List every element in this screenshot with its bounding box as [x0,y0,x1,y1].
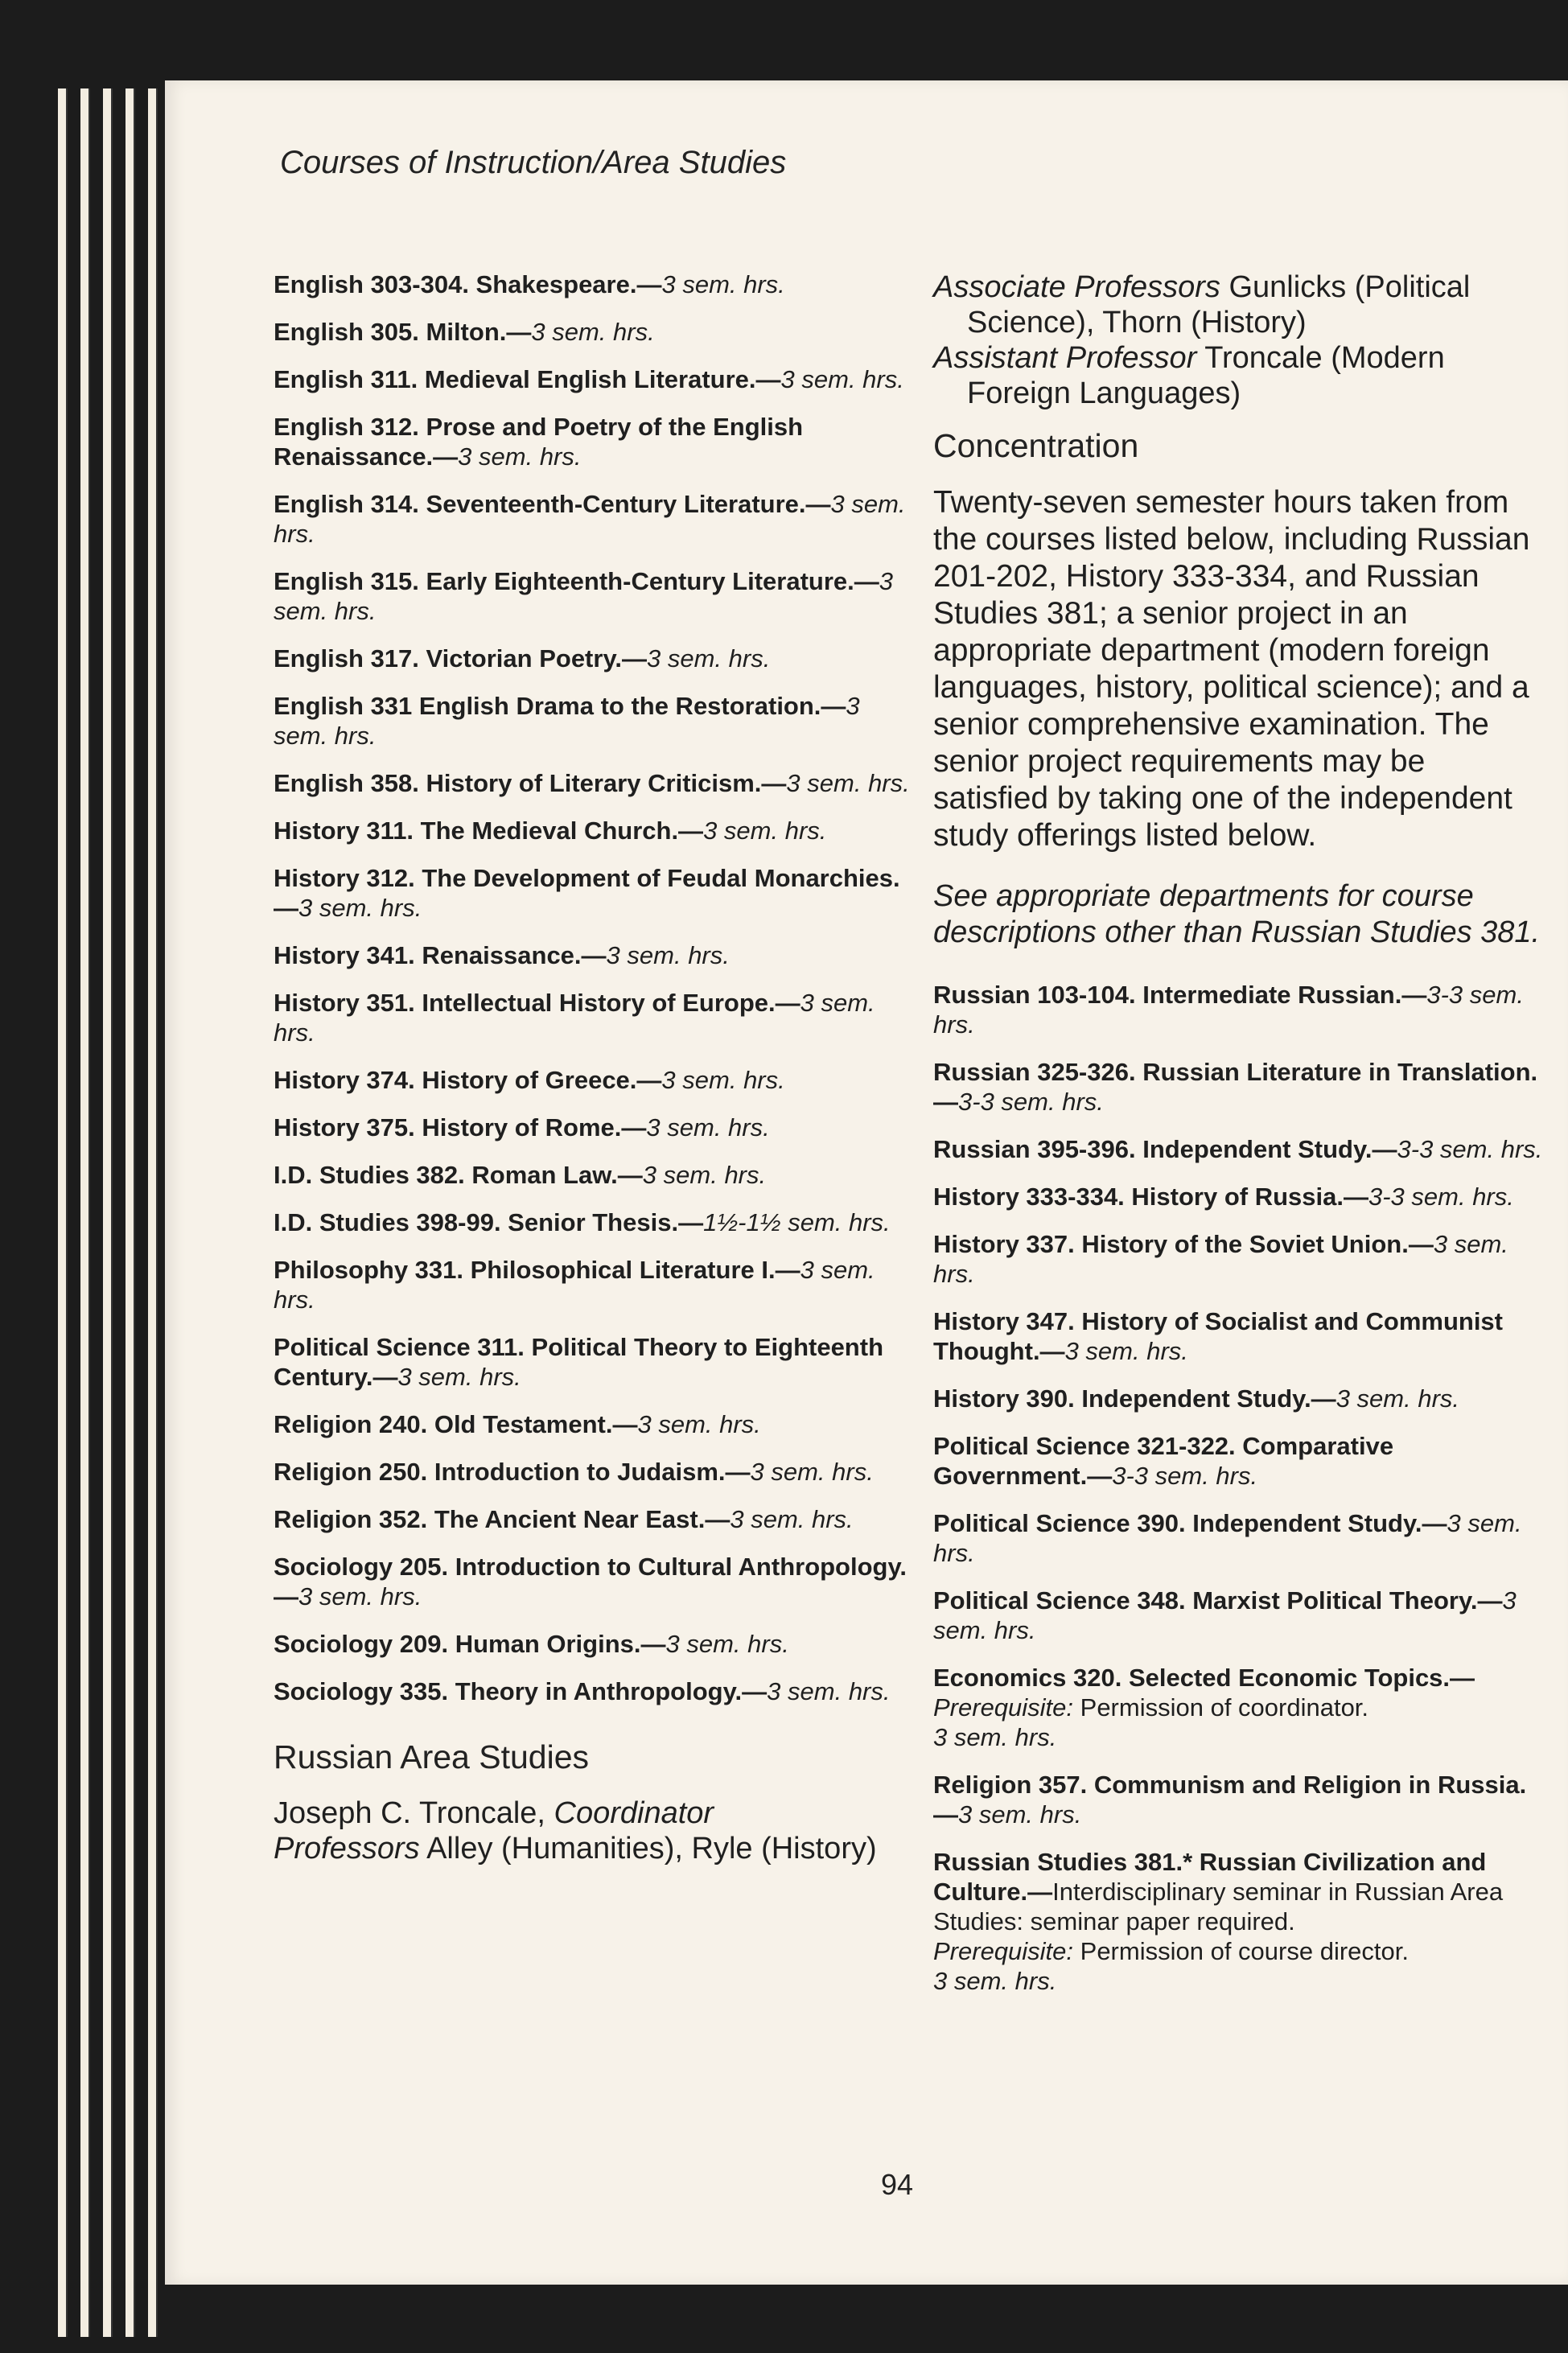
course-title: Political Science 348. Marxist Political Theory.— [933,1586,1503,1615]
course-hours: 3 sem. hrs. [298,894,422,922]
course-title: Russian Studies 381.* Russian Civilization and Culture.— [933,1848,1487,1906]
page-edge [58,88,68,2337]
course-entry [274,1504,917,1534]
course-hours: 3 sem. hrs. [933,1230,1508,1288]
course-title: English 312. Prose and Poetry of the English Renaissance.— [274,413,804,471]
course-title: Religion 240. Old Testament.— [274,1410,638,1438]
course-entry [933,1306,1545,1366]
course-title: History 312. The Development of Feudal Monarchies.— [274,864,900,922]
course-hours: 3 sem. hrs. [298,1582,422,1610]
page-edge [148,88,158,2337]
course-hours: 3-3 sem. hrs. [1368,1183,1514,1211]
course-hours: 3 sem. hrs. [933,1723,1057,1751]
left-course-list [274,269,917,1706]
prerequisite-text: Permission of course director. [1073,1937,1409,1965]
course-title: History 337. History of the Soviet Union.— [933,1230,1434,1258]
course-hours: 3 sem. hrs. [661,1066,785,1094]
course-entry [274,863,917,923]
course-entry [274,1409,917,1439]
associate-professors-line [933,269,1545,340]
course-hours: 3 sem. hrs. [397,1363,521,1391]
prerequisite-label: Prerequisite: [933,1693,1074,1722]
course-entry-religion-357 [933,1770,1545,1829]
course-entry [933,1431,1545,1491]
course-title: Political Science 311. Political Theory to Eighteenth Century.— [274,1333,884,1391]
course-entry [274,1332,917,1392]
course-title: History 341. Renaissance.— [274,941,607,969]
course-title: I.D. Studies 398-99. Senior Thesis.— [274,1208,704,1236]
course-hours: 3 sem. hrs. [661,270,785,298]
course-entry [274,1676,917,1706]
course-hours: 3 sem. hrs. [1064,1337,1188,1365]
course-hours: 3 sem. hrs. [274,1256,875,1314]
course-hours: 3 sem. hrs. [274,692,860,750]
course-hours: 3 sem. hrs. [786,769,910,797]
course-entry [933,1508,1545,1568]
course-title: History 390. Independent Study.— [933,1384,1336,1413]
course-hours: 3 sem. hrs. [642,1161,767,1189]
course-hours: 3 sem. hrs. [958,1800,1082,1829]
professors-names: Alley (Humanities), Ryle (History) [419,1832,877,1866]
coordinator-name: Joseph C. Troncale, [274,1796,554,1830]
course-hours: 3 sem. hrs. [703,817,827,845]
course-entry [274,1255,917,1314]
course-hours: 3 sem. hrs. [750,1458,874,1486]
course-title: History 311. The Medieval Church.— [274,817,704,845]
course-entry [274,1457,917,1487]
course-entry [274,940,917,970]
course-entry [933,1229,1545,1289]
course-entry-russian-studies-381 [933,1847,1545,1996]
course-entry [274,364,917,394]
course-title: Philosophy 331. Philosophical Literature I.— [274,1256,800,1284]
course-entry [274,489,917,549]
course-title: Russian 103-104. Intermediate Russian.— [933,981,1427,1009]
course-title: English 311. Medieval English Literature.— [274,365,781,393]
course-hours: 3 sem. hrs. [274,490,906,548]
course-title: Sociology 209. Human Origins.— [274,1630,666,1658]
course-title: History 333-334. History of Russia.— [933,1183,1368,1211]
professors-label: Professors [274,1832,420,1866]
course-title: English 305. Milton.— [274,318,532,346]
course-entry [274,1113,917,1142]
course-entry [933,1586,1545,1645]
course-hours: 3-3 sem. hrs. [933,981,1524,1039]
course-hours: 3 sem. hrs. [637,1410,761,1438]
course-entry [933,1134,1545,1164]
course-hours: 3-3 sem. hrs. [1397,1135,1543,1163]
course-entry [274,768,917,798]
course-title: English 303-304. Shakespeare.— [274,270,662,298]
faculty-list-continued [933,269,1545,411]
page-number: 94 [881,2168,914,2201]
course-title: Russian 325-326. Russian Literature in Translation.— [933,1058,1538,1116]
course-entry [274,816,917,845]
course-title: Religion 250. Introduction to Judaism.— [274,1458,751,1486]
course-entry [274,691,917,751]
course-hours: 3 sem. hrs. [531,318,655,346]
course-title: Political Science 390. Independent Study.— [933,1509,1447,1537]
course-entry [274,644,917,673]
course-entry [274,269,917,299]
course-title: History 351. Intellectual History of Europe.— [274,989,800,1017]
course-entry [274,1552,917,1611]
course-title: Sociology 205. Introduction to Cultural Anthropology.— [274,1553,907,1610]
section-heading-concentration: Concentration [933,427,1139,464]
assistant-professor-label: Assistant Professor [933,341,1197,375]
course-hours: 3 sem. hrs. [647,644,771,673]
course-title: English 358. History of Literary Criticism.— [274,769,787,797]
course-entry-economics-320 [933,1663,1545,1752]
concentration-paragraph: Twenty-seven semester hours taken from the courses listed below, including Russian 201-202, History 333-334, and Russian Studies 381; a senior project in an appropriate department (modern foreign languages, history, political science); and a senior comprehensive examination. The senior project requirements may be satisfied by taking one of the independent study offerings listed below. [933,485,1530,853]
right-column [933,269,1545,2014]
page-edge [80,88,90,2337]
course-title: English 314. Seventeenth-Century Literature.— [274,490,831,518]
course-hours: 3 sem. hrs. [767,1677,891,1705]
prerequisite-text: Permission of coordinator. [1073,1693,1369,1722]
course-title: History 374. History of Greece.— [274,1066,662,1094]
course-entry [274,1207,917,1237]
course-hours: 3 sem. hrs. [646,1113,770,1142]
course-title: I.D. Studies 382. Roman Law.— [274,1161,643,1189]
course-title: English 317. Victorian Poetry.— [274,644,648,673]
course-entry [274,566,917,626]
course-hours: 3-3 sem. hrs. [958,1088,1104,1116]
course-title: Political Science 321-322. Comparative Government.— [933,1432,1394,1490]
course-entry [933,1057,1545,1117]
coordinator-role: Coordinator [554,1796,714,1830]
coordinator-line [274,1796,917,1831]
page-edge [126,88,135,2337]
course-hours: 3 sem. hrs. [780,365,904,393]
course-title: English 331 English Drama to the Restoration.— [274,692,846,720]
course-hours: 3-3 sem. hrs. [1112,1462,1258,1490]
right-course-list [933,980,1545,1645]
course-hours: 3 sem. hrs. [1335,1384,1460,1413]
course-title: Sociology 335. Theory in Anthropology.— [274,1677,768,1705]
associate-professors-label: Associate Professors [933,270,1220,304]
course-hours: 3 sem. hrs. [606,941,730,969]
course-entry [274,1629,917,1659]
course-hours: 1½-1½ sem. hrs. [703,1208,891,1236]
course-hours: 3 sem. hrs. [665,1630,789,1658]
running-head: Courses of Instruction/Area Studies [280,145,787,180]
course-entry [274,1160,917,1190]
course-hours: 3 sem. hrs. [933,1967,1057,1995]
section-heading-russian-area-studies: Russian Area Studies [274,1738,590,1775]
faculty-list [274,1796,917,1866]
course-hours: 3 sem. hrs. [933,1509,1522,1567]
course-hours: 3 sem. hrs. [458,442,582,471]
course-title: History 375. History of Rome.— [274,1113,647,1142]
page-edge [103,88,113,2337]
course-entry [274,1065,917,1095]
left-column [274,269,917,1876]
course-hours: 3 sem. hrs. [730,1505,854,1533]
course-title: Religion 352. The Ancient Near East.— [274,1505,730,1533]
course-hours: 3 sem. hrs. [933,1586,1517,1644]
course-entry [933,1182,1545,1211]
course-title: English 315. Early Eighteenth-Century Literature.— [274,567,879,595]
course-entry [933,980,1545,1039]
prerequisite-label: Prerequisite: [933,1937,1074,1965]
course-entry [274,988,917,1047]
course-title: Religion 357. Communism and Religion in Russia.— [933,1771,1527,1829]
course-entry [274,317,917,347]
course-entry [933,1384,1545,1413]
course-title: Russian 395-396. Independent Study.— [933,1135,1397,1163]
course-hours: 3 sem. hrs. [274,989,875,1047]
assistant-professor-line [933,340,1545,411]
professors-line [274,1831,917,1866]
associate-professors-names: Gunlicks (Political Science), Thorn (History) [967,270,1471,339]
course-title: History 347. History of Socialist and Communist Thought.— [933,1307,1503,1365]
course-description: Interdisciplinary seminar in Russian Area Studies: seminar paper required. [933,1878,1504,1935]
assistant-professor-names: Troncale (Modern Foreign Languages) [967,341,1445,410]
course-entry [274,412,917,471]
course-hours: 3 sem. hrs. [274,567,894,625]
see-departments-note: See appropriate departments for course descriptions other than Russian Studies 381. [933,879,1541,949]
course-title: Economics 320. Selected Economic Topics.— [933,1664,1475,1692]
